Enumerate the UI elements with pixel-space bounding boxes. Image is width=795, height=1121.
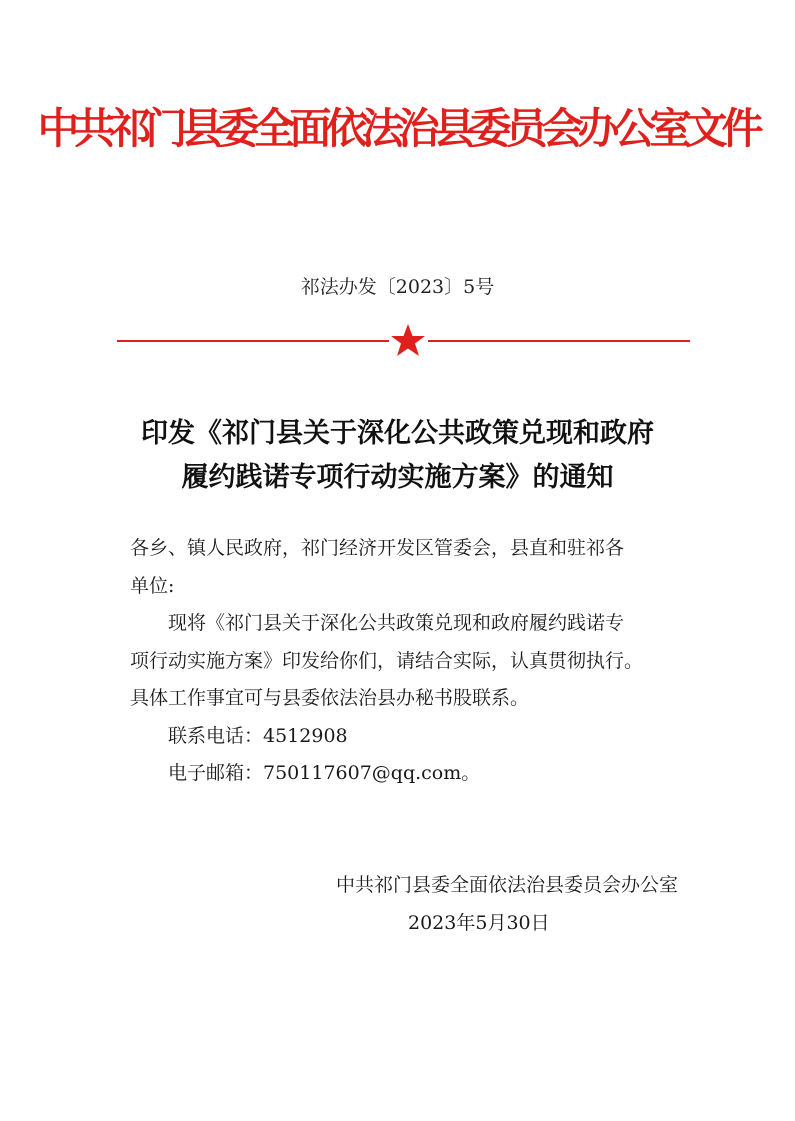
contact-email: 电子邮箱：750117607@qq.com。 xyxy=(168,762,481,784)
recipients-line-1: 各乡、镇人民政府，祁门经济开发区管委会，县直和驻祁各 xyxy=(130,537,625,559)
red-divider-right xyxy=(428,340,690,342)
notice-body xyxy=(130,530,690,793)
red-divider-left xyxy=(117,340,389,342)
document-number: 祁法办发〔2023〕5号 xyxy=(300,276,495,298)
contact-phone: 联系电话：4512908 xyxy=(168,724,348,747)
paragraph-line-2: 项行动实施方案》印发给你们，请结合实际，认真贯彻执行。 xyxy=(130,649,644,672)
signature-date: 2023年5月30日 xyxy=(408,912,550,934)
red-star-icon xyxy=(389,322,427,360)
signature-organization: 中共祁门县委全面依法治县委员会办公室 xyxy=(335,874,678,896)
document-red-header: 中共祁门县委全面依法治县委员会办公室文件 xyxy=(37,104,758,153)
paragraph-line-1: 现将《祁门县关于深化公共政策兑现和政府履约践诺专 xyxy=(168,612,625,634)
paragraph-line-3: 具体工作事宜可与县委依法治县办秘书股联系。 xyxy=(130,687,530,709)
recipients-line-2: 单位: xyxy=(130,574,175,597)
notice-title xyxy=(0,412,795,500)
notice-title-line-2: 履约践诺专项行动实施方案》的通知 xyxy=(181,462,614,493)
notice-title-line-1: 印发《祁门县关于深化公共政策兑现和政府 xyxy=(141,418,654,449)
